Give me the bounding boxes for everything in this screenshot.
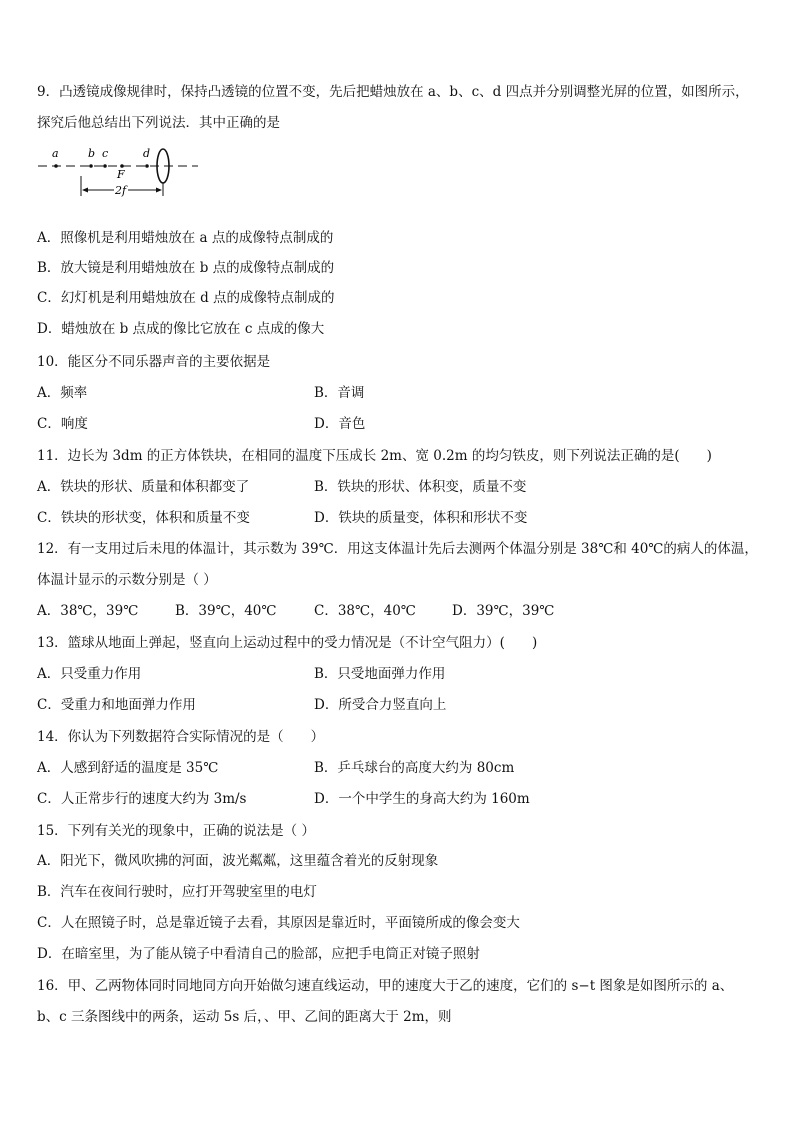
q13-option-c: C．受重力和地面弹力作用: [37, 697, 196, 713]
q12-option-d: D．39℃，39℃: [452, 603, 555, 619]
q10-option-d: D．音色: [314, 416, 366, 432]
q14-option-a: A．人感到舒适的温度是 35℃: [37, 760, 219, 776]
point-b: [89, 164, 93, 168]
q9-option-a: A．照像机是利用蜡烛放在 a 点的成像特点制成的: [37, 230, 334, 246]
q16-stem-line2: b、c 三条图线中的两条，运动 5s 后，、甲、乙间的距离大于 2m，则: [37, 1009, 452, 1025]
q12-option-a: A．38℃，39℃: [37, 603, 139, 619]
q14-option-c: C．人正常步行的速度大约为 3m/s: [37, 791, 247, 807]
q13-option-a: A．只受重力作用: [37, 666, 142, 682]
lens-diagram: [36, 146, 206, 206]
q15-option-c: C．人在照镜子时，总是靠近镜子去看，其原因是靠近时，平面镜所成的像会变大: [37, 915, 520, 931]
point-d: [145, 164, 149, 168]
q15-option-a: A．阳光下，微风吹拂的河面，波光粼粼，这里蕴含着光的反射现象: [37, 853, 439, 869]
dim-arrow-right: [156, 188, 162, 193]
q9-option-d: D．蜡烛放在 b 点成的像比它放在 c 点成的像大: [37, 321, 325, 337]
q10-option-c: C．响度: [37, 416, 88, 432]
q11-stem: 11．边长为 3dm 的正方体铁块，在相同的温度下压成长 2m、宽 0.2m 的均匀铁皮，则下列说法正确的是( ): [37, 448, 712, 464]
q11-option-a: A．铁块的形状、质量和体积都变了: [37, 479, 250, 495]
q12-option-b: B．39℃，40℃: [175, 603, 277, 619]
q13-stem: 13．篮球从地面上弹起，竖直向上运动过程中的受力情况是（不计空气阻力）( ): [37, 635, 538, 651]
label-2f: 2f: [115, 184, 127, 197]
q16-stem-line1: 16．甲、乙两物体同时同地同方向开始做匀速直线运动，甲的速度大于乙的速度，它们的 s−t 图象是如图所示的 a、: [37, 978, 734, 994]
q15-stem: 15．下列有关光的现象中，正确的说法是（ ）: [37, 823, 315, 839]
label-b: b: [88, 147, 96, 160]
q14-stem: 14．你认为下列数据符合实际情况的是（ ）: [37, 729, 325, 745]
q10-option-a: A．频率: [37, 385, 88, 401]
q14-option-b: B．乒乓球台的高度大约为 80cm: [314, 760, 515, 776]
label-c: c: [102, 147, 109, 160]
q9-option-c: C．幻灯机是利用蜡烛放在 d 点的成像特点制成的: [37, 290, 335, 306]
point-a: [54, 164, 58, 168]
label-a: a: [52, 147, 59, 160]
q14-option-d: D．一个中学生的身高大约为 160m: [314, 791, 530, 807]
dim-arrow-left: [82, 188, 88, 193]
q15-option-d: D．在暗室里，为了能从镜子中看清自己的脸部，应把手电筒正对镜子照射: [37, 946, 480, 962]
q9-stem-line2: 探究后他总结出下列说法．其中正确的是: [37, 115, 280, 131]
q15-option-b: B．汽车在夜间行驶时，应打开驾驶室里的电灯: [37, 884, 317, 900]
q11-option-c: C．铁块的形状变，体积和质量不变: [37, 510, 250, 526]
q9-stem-line1: 9．凸透镜成像规律时，保持凸透镜的位置不变，先后把蜡烛放在 a、b、c、d 四点并分别调整光屏的位置，如图所示，: [37, 84, 749, 100]
q12-stem-line2: 体温计显示的示数分别是（ ）: [37, 572, 217, 588]
q13-option-b: B．只受地面弹力作用: [314, 666, 446, 682]
label-d: d: [143, 147, 151, 160]
q9-option-b: B．放大镜是利用蜡烛放在 b 点的成像特点制成的: [37, 260, 335, 276]
q11-option-d: D．铁块的质量变，体积和形状不变: [314, 510, 528, 526]
q12-stem-line1: 12．有一支用过后未甩的体温计，其示数为 39℃．用这支体温计先后去测两个体温分别是 38℃和 40℃的病人的体温，: [37, 541, 758, 557]
q12-option-c: C．38℃，40℃: [314, 603, 416, 619]
label-F: F: [117, 168, 125, 181]
q10-stem: 10．能区分不同乐器声音的主要依据是: [37, 354, 271, 370]
q10-option-b: B．音调: [314, 385, 365, 401]
q13-option-d: D．所受合力竖直向上: [314, 697, 447, 713]
q11-option-b: B．铁块的形状、体积变，质量不变: [314, 479, 527, 495]
point-c: [103, 164, 107, 168]
